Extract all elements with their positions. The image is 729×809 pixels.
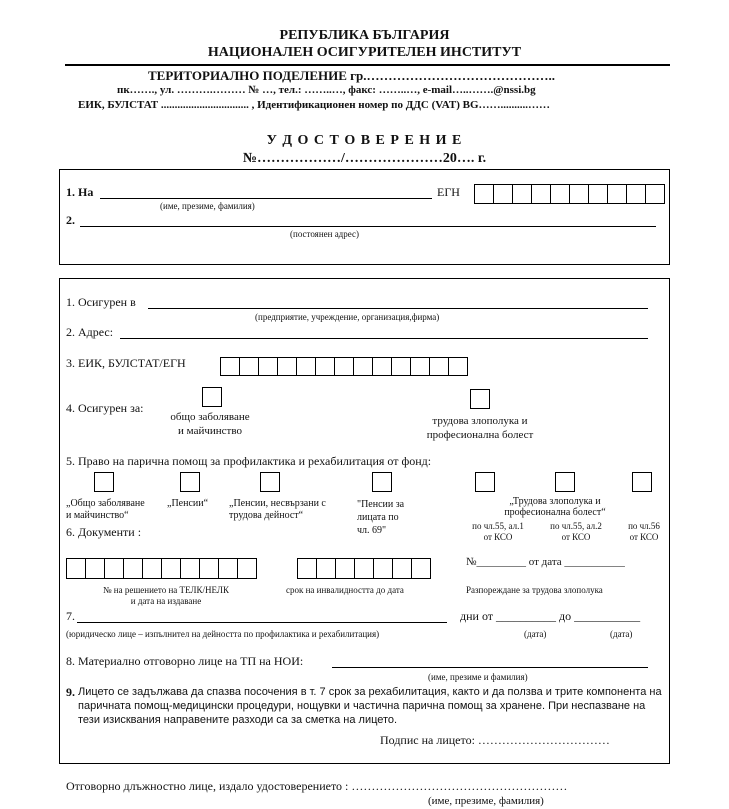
insured-for-label: 4. Осигурен за: xyxy=(66,401,144,415)
header-territorial: ТЕРИТОРИАЛНО ПОДЕЛЕНИЕ гр.…………………………………….. xyxy=(148,68,556,83)
general-sickness-checkbox[interactable] xyxy=(202,387,222,407)
fund-art55-1-label: по чл.55, ал.1 от КСО xyxy=(472,521,524,542)
certificate-number: №………………/…………………20…. г. xyxy=(242,151,487,166)
issuing-official-line[interactable]: Отговорно длъжностно лице, издало удостоверението : ……………………………………………… xyxy=(66,779,568,793)
fund-art55-2-checkbox[interactable] xyxy=(555,472,575,492)
rehab-provider-field[interactable] xyxy=(77,622,447,623)
fund-art69-label: "Пенсии за лицата по чл. 69" xyxy=(357,499,405,536)
egn-cells[interactable] xyxy=(474,184,664,204)
eik-egn-label: 3. ЕИК, БУЛСТАТ/ЕГН xyxy=(66,356,186,370)
employer-address-field[interactable] xyxy=(120,338,648,339)
egn-label: ЕГН xyxy=(437,185,460,199)
fund-art55-2-label: по чл.55, ал.2 от КСО xyxy=(550,521,602,542)
eik-egn-cells[interactable] xyxy=(220,357,467,376)
fund-art56-checkbox[interactable] xyxy=(632,472,652,492)
responsible-person-hint: (име, презиме и фамилия) xyxy=(428,672,528,682)
fund-general-checkbox[interactable] xyxy=(94,472,114,492)
insured-in-hint: (предприятие, учреждение, организация,фирма) xyxy=(255,312,440,322)
accident-order-number[interactable]: №_________ от дата ___________ xyxy=(466,556,625,568)
general-sickness-label: общо заболяване и майчинство xyxy=(170,411,250,437)
disability-term-hint: срок на инвалидността до дата xyxy=(286,585,404,595)
accident-order-hint: Разпореждане за трудова злополука xyxy=(466,585,603,595)
employer-address-label: 2. Адрес: xyxy=(66,325,114,339)
obligation-text: Лицето се задължава да спазва посочения в т. 7 срок за рехабилитация, както и да ползва и трите компонента на паричната помощ-медицински процедури, нощувки и частична парична помощ за хранене. При неспазване на тези изисквания направените разходи са за сметка на лицето. xyxy=(78,686,662,726)
fund-accident-title: „Трудова злополука и професионална болест“ xyxy=(504,496,606,518)
cash-aid-label: 5. Право на парична помощ за профилактика и рехабилитация от фонд: xyxy=(66,454,432,468)
rehab-days-range[interactable]: дни от __________ до ___________ xyxy=(460,609,641,623)
telk-decision-hint: № на решението на ТЕЛК/НЕЛК и дата на издаване xyxy=(102,585,230,606)
signature-line[interactable]: Подпис на лицето: …………………………… xyxy=(380,733,610,747)
name-hint: (име, презиме, фамилия) xyxy=(160,201,255,211)
insured-in-label: 1. Осигурен в xyxy=(66,295,136,309)
address-field[interactable] xyxy=(80,226,656,227)
field-2-label: 2. xyxy=(66,213,75,227)
document-title: У Д О С Т О В Е Р Е Н И Е xyxy=(266,133,463,148)
fund-art69-checkbox[interactable] xyxy=(372,472,392,492)
header-eik: ЕИК, БУЛСТАТ ................................ , Идентификационен номер по ДДС (VAT) BG……..........…… xyxy=(78,99,551,111)
header-contacts: пк……., ул. ……….……… № …, тел.: ……..…, факс: ……..…, e-mail…..…….@nssi.bg xyxy=(117,84,536,96)
work-accident-checkbox[interactable] xyxy=(470,389,490,409)
field-1-label: 1. На xyxy=(66,185,94,199)
responsible-person-field[interactable] xyxy=(332,667,648,668)
fund-general-label: „Общо заболяване и майчинство“ xyxy=(66,498,145,521)
header-divider xyxy=(65,64,670,66)
documents-label: 6. Документи : xyxy=(66,525,142,539)
disability-term-cells[interactable] xyxy=(297,558,430,579)
fund-pensions-checkbox[interactable] xyxy=(180,472,200,492)
fund-art55-1-checkbox[interactable] xyxy=(475,472,495,492)
field-9-number: 9. xyxy=(66,685,75,699)
header-institute: НАЦИОНАЛЕН ОСИГУРИТЕЛЕН ИНСТИТУТ xyxy=(207,45,522,60)
address-hint: (постоянен адрес) xyxy=(290,229,359,239)
date-from-hint: (дата) xyxy=(524,629,547,639)
telk-decision-cells[interactable] xyxy=(66,558,256,579)
work-accident-label: трудова злополука и професионална болест xyxy=(426,415,534,441)
issuing-official-hint: (име, презиме, фамилия) xyxy=(428,795,544,807)
fund-non-labor-label: „Пенсии, несвързани с трудова дейност“ xyxy=(229,498,326,521)
fund-art56-label: по чл.56 от КСО xyxy=(628,521,660,542)
date-to-hint: (дата) xyxy=(610,629,633,639)
field-7-label: 7. xyxy=(66,609,75,623)
header-republic: РЕПУБЛИКА БЪЛГАРИЯ xyxy=(279,28,450,43)
fund-pensions-label: „Пенсии“ xyxy=(167,498,209,509)
name-field[interactable] xyxy=(100,198,432,199)
fund-non-labor-checkbox[interactable] xyxy=(260,472,280,492)
responsible-person-label: 8. Материално отговорно лице на ТП на НОИ: xyxy=(66,654,304,668)
rehab-provider-hint: (юридическо лице – изпълнител на дейността по профилактика и рехабилитация) xyxy=(66,629,380,639)
insured-in-field[interactable] xyxy=(148,308,648,309)
